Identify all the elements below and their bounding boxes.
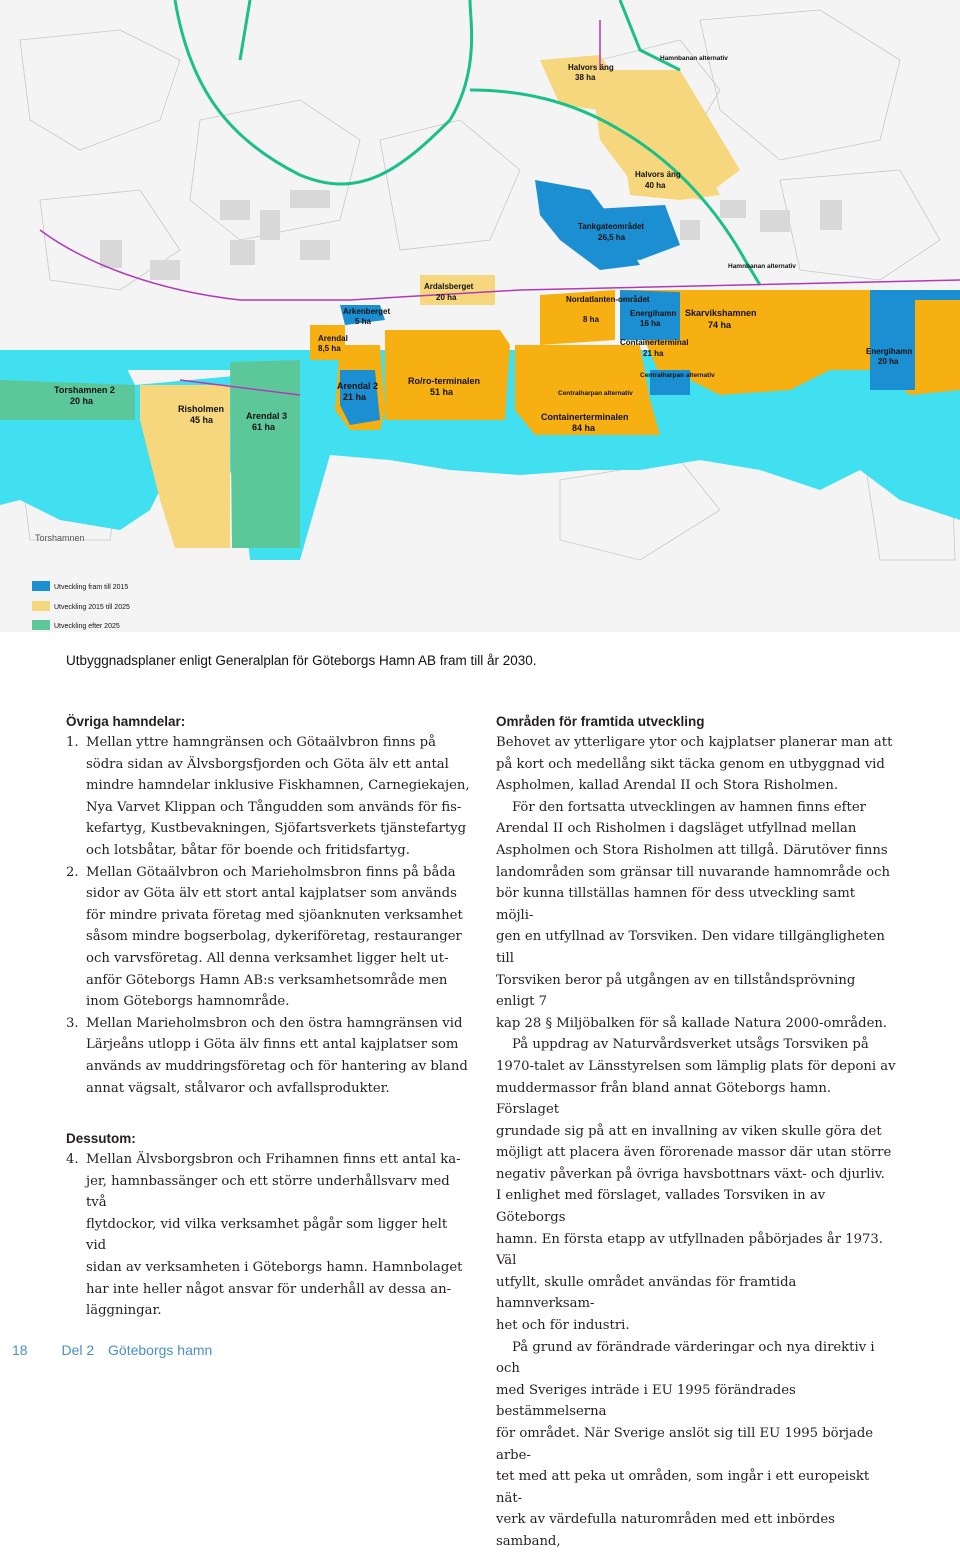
- label-centralharpan-2: Centralharpan alternativ: [640, 372, 715, 379]
- label-size-arendal: 8,5 ha: [318, 344, 341, 353]
- body-line: möjligt att placera även förorenade massor där utan större: [496, 1145, 892, 1161]
- body-line: På grund av förändrade värderingar och nya direktiv i och: [496, 1339, 875, 1377]
- body-line: gen en utfyllnad av Torsviken. Den vidare tillgängligheten till: [496, 929, 885, 966]
- label-size-torshamnen2: 20 ha: [70, 396, 94, 406]
- left-column: [66, 712, 470, 1322]
- body-line: landområden som gränsar till nuvarande hamnområde och: [496, 864, 890, 880]
- map-legend: [32, 581, 130, 630]
- label-risholmen: Risholmen: [178, 404, 225, 414]
- label-nordatlanten: Nordatlanten-området: [566, 295, 650, 304]
- label-torshamnen: Torshamnen: [35, 533, 85, 543]
- legend-label-1: Utveckling fram till 2015: [54, 584, 129, 591]
- label-halvors-ang-38: Halvors äng: [568, 63, 614, 72]
- label-tankgate: Tankgateområdet: [578, 222, 645, 231]
- item-line: anför Göteborgs Hamn AB:s verksamhetsområde men: [86, 972, 448, 988]
- label-size-containerterminalen: 84 ha: [572, 423, 596, 433]
- body-line: verk av värdefulla naturområden med ett inbördes samband,: [496, 1512, 835, 1549]
- item-line: annat vägsalt, stålvaror och avfallsprodukter.: [86, 1080, 390, 1096]
- right-body: [496, 732, 896, 1553]
- item-line: för mindre privata företag med sjöanknuten verksamhet: [86, 907, 463, 923]
- left-list-2: [66, 1149, 470, 1322]
- label-size-skarvikshamnen: 74 ha: [708, 320, 732, 330]
- label-arendal: Arendal: [318, 334, 348, 343]
- right-column: [496, 712, 896, 1553]
- label-skarvikshamnen: Skarvikshamnen: [685, 308, 757, 318]
- item-line: jer, hamnbassänger och ett större underhållsvarv med två: [86, 1173, 450, 1211]
- legend-label-3: Utveckling efter 2025: [54, 623, 120, 630]
- body-line: för området. När Sverige anslöt sig till EU 1995 började arbe-: [496, 1426, 874, 1463]
- legend-swatch-green: [32, 620, 50, 630]
- body-line: På uppdrag av Naturvårdsverket utsågs Torsviken på: [512, 1037, 869, 1053]
- label-arendal2: Arendal 2: [337, 381, 379, 391]
- body-line: tet med att peka ut områden, som ingår i ett europeiskt nät-: [496, 1469, 870, 1506]
- section-label: Del 2: [61, 1342, 95, 1358]
- body-line: Aspholmen, kallad Arendal II och Stora Risholmen.: [496, 778, 839, 794]
- label-torshamnen2: Torshamnen 2: [54, 385, 115, 395]
- item-number: 4.: [66, 1152, 79, 1168]
- item-number: 1.: [66, 735, 79, 750]
- page-number: 18: [12, 1342, 28, 1358]
- body-line: Torsviken beror på utgången av en tillståndsprövning enligt 7: [496, 972, 856, 1010]
- numbered-item: [66, 862, 470, 1013]
- label-size-40: 40 ha: [645, 181, 666, 190]
- item-line: inom Göteborgs hamnområde.: [86, 994, 290, 1010]
- item-line: Mellan Marieholmsbron och den östra hamngränsen vid: [86, 1015, 463, 1031]
- item-line: sidan av verksamheten i Göteborgs hamn. Hamnbolaget: [86, 1260, 463, 1276]
- label-size-38: 38 ha: [575, 73, 596, 82]
- heading-ovriga: Övriga hamndelar:: [66, 714, 186, 729]
- item-line: såsom mindre bogserbolag, dykeriföretag, restauranger: [86, 929, 462, 945]
- label-size-risholmen: 45 ha: [190, 415, 214, 425]
- label-size-energihamn-16: 16 ha: [640, 319, 661, 328]
- body-line: I enlighet med förslaget, vallades Torsviken in av Göteborgs: [496, 1188, 826, 1226]
- label-hamnbanan-2: Hamnbanan alternativ: [728, 263, 796, 270]
- body-line: het och för industri.: [496, 1318, 630, 1334]
- legend-swatch-blue: [32, 581, 50, 591]
- label-size-arkenberget: 5 ha: [355, 317, 372, 326]
- legend-swatch-yellow: [32, 601, 50, 611]
- page-footer: [12, 1342, 212, 1358]
- label-ardalsberget: Ardalsberget: [424, 282, 474, 291]
- item-number: 3.: [66, 1015, 79, 1031]
- item-line: och varvsföretag. All denna verksamhet ligger helt ut-: [86, 950, 449, 966]
- body-line: Behovet av ytterligare ytor och kajplatser planerar man att: [496, 735, 893, 750]
- body-line: på kort och medellång sikt täcka genom en utbyggnad vid: [496, 756, 885, 772]
- label-size-energihamn-20: 20 ha: [878, 357, 899, 366]
- item-line: och lotsbåtar, båtar för boende och fritidsfartyg.: [86, 842, 410, 858]
- item-line: sidor av Göta älv ett stort antal kajplatser som används: [86, 886, 457, 902]
- body-line: med Sveriges inträde i EU 1995 förändrades bestämmelserna: [496, 1382, 796, 1420]
- item-line: flytdockor, vid vilka verksamhet pågår som ligger helt vid: [86, 1216, 448, 1254]
- item-line: Mellan Götaälvbron och Marieholmsbron finns på båda: [86, 864, 456, 880]
- label-roro: Ro/ro-terminalen: [408, 376, 481, 386]
- heading-omraden: Områden för framtida utveckling: [496, 714, 705, 729]
- label-hamnbanan-1: Hamnbanan alternativ: [660, 55, 728, 62]
- heading-dessutom: Dessutom:: [66, 1131, 136, 1147]
- label-size-containerterminal: 21 ha: [643, 349, 664, 358]
- item-line: Mellan yttre hamngränsen och Götaälvbron finns på: [86, 735, 436, 750]
- body-line: negativ påverkan på övriga havsbottnars växt- och djurliv.: [496, 1166, 885, 1182]
- numbered-item: [66, 1013, 470, 1099]
- body-line: Aspholmen och Stora Risholmen att tillgå. Därutöver finns: [496, 842, 888, 858]
- label-energihamn-16: Energihamn: [630, 309, 677, 318]
- label-containerterminalen: Containerterminalen: [541, 412, 629, 422]
- body-line: För den fortsatta utvecklingen av hamnen finns efter: [512, 799, 866, 815]
- label-size-roro: 51 ha: [430, 387, 454, 397]
- body-line: bör kunna tillställas hamnen för dess utveckling samt möjli-: [496, 886, 856, 923]
- item-line: används av muddringsföretag och för hantering av bland: [86, 1058, 468, 1074]
- item-line: kefartyg, Kustbevakningen, Sjöfartsverkets tjänstefartyg: [86, 821, 467, 837]
- body-line: 1970-talet av Länsstyrelsen som lämplig plats för deponi av: [496, 1058, 896, 1074]
- label-centralharpan-1: Centralharpan alternativ: [558, 390, 633, 397]
- body-line: kap 28 § Miljöbalken för så kallade Natura 2000-områden.: [496, 1015, 888, 1031]
- item-line: har inte heller något ansvar för underhåll av dessa an-: [86, 1281, 452, 1297]
- label-arendal3: Arendal 3: [246, 411, 288, 421]
- label-size-tankgate: 26,5 ha: [598, 233, 626, 242]
- numbered-item: [66, 1149, 470, 1322]
- label-arkenberget: Arkenberget: [343, 307, 391, 316]
- label-energihamn-20: Energihamn: [866, 347, 913, 356]
- body-line: grundade sig på att en invallning av viken skulle göra det: [496, 1123, 882, 1139]
- label-size-arendal2: 21 ha: [343, 392, 367, 402]
- label-halvors-ang-40: Halvors äng: [635, 170, 681, 179]
- left-list: [66, 732, 470, 1099]
- label-size-ardalsberget: 20 ha: [436, 293, 457, 302]
- body-line: Arendal II och Risholmen i dagsläget utfyllnad mellan: [496, 821, 857, 837]
- label-size-arendal3: 61 ha: [252, 422, 276, 432]
- body-line: utfyllt, skulle området användas för framtida hamnverksam-: [496, 1274, 797, 1312]
- map-caption: Utbyggnadsplaner enligt Generalplan för Göteborgs Hamn AB fram till år 2030.: [66, 653, 537, 668]
- numbered-item: [66, 732, 470, 862]
- body-line: hamn. En första etapp av utfyllnaden påbörjades år 1973. Väl: [496, 1231, 883, 1269]
- item-line: Mellan Älvsborgsbron och Frihamnen finns ett antal ka-: [86, 1152, 461, 1168]
- port-development-map: [0, 0, 960, 632]
- item-line: mindre hamndelar inklusive Fiskhamnen, Carnegiekajen,: [86, 778, 470, 794]
- item-line: läggningar.: [86, 1303, 162, 1319]
- item-number: 2.: [66, 864, 79, 880]
- label-size-nordatlanten: 8 ha: [583, 315, 600, 324]
- item-line: Nya Varvet Klippan och Tångudden som används för fis-: [86, 799, 462, 815]
- label-containerterminal: Containerterminal: [620, 338, 689, 347]
- item-line: Lärjeåns utlopp i Göta älv finns ett antal kajplatser som: [86, 1037, 459, 1053]
- body-line: muddermassor från bland annat Göteborgs hamn. Förslaget: [496, 1080, 832, 1118]
- section-title: Göteborgs hamn: [108, 1342, 213, 1358]
- legend-label-2: Utveckling 2015 till 2025: [54, 604, 130, 611]
- item-line: södra sidan av Älvsborgsfjorden och Göta älv ett antal: [86, 756, 449, 772]
